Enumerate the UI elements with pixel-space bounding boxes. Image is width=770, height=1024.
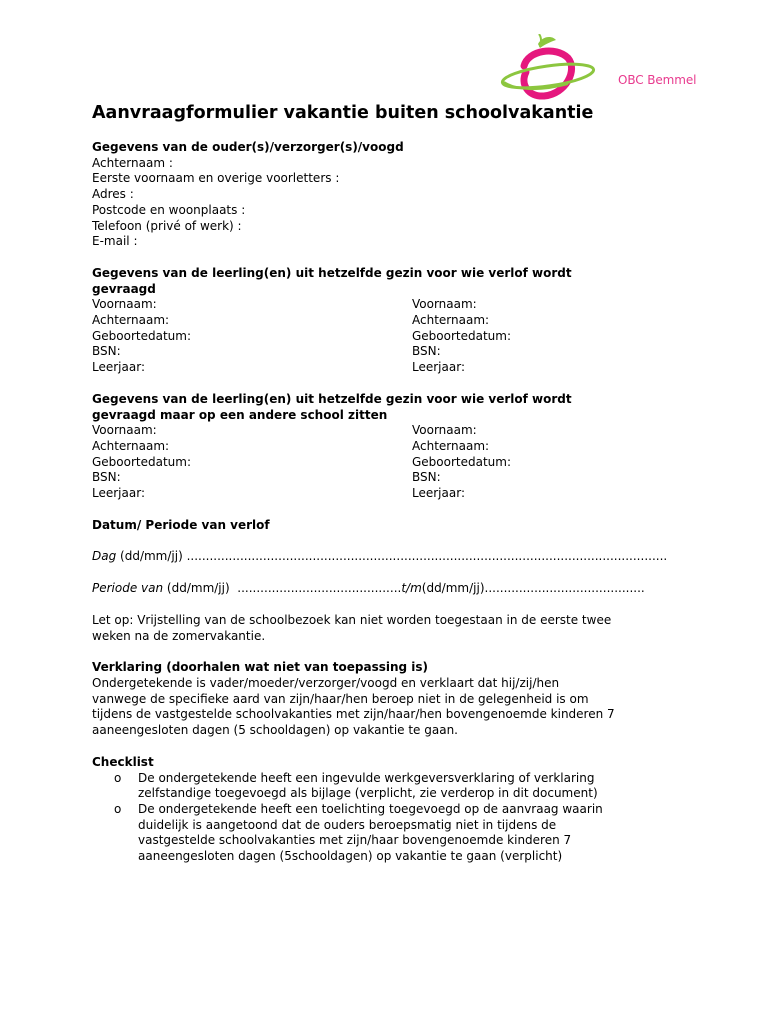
periode-end-fill-line[interactable]: .......................................... [484,581,645,596]
ouders-field-adres: Adres : [92,187,134,202]
checklist [92,771,672,865]
periode-section [92,518,672,597]
checklist-item [92,771,672,802]
leerling-left-voornaam: Voornaam: [92,297,157,312]
ouders-section [92,140,672,250]
andere-school-left-column [92,423,412,502]
andere-school-right-column [412,423,672,502]
periode-line [92,581,672,597]
letop-line1: Let op: Vrijstelling van de schoolbezoek kan niet worden toegestaan in de eerste twee [92,612,612,627]
checklist-item-line: duidelijk is aangetoond dat de ouders beroepsmatig niet in tijdens de [138,817,557,832]
leerling-right-geboortedatum: Geboortedatum: [412,328,512,343]
letop-line2: weken na de zomervakantie. [92,628,266,643]
leerling-right-achternaam: Achternaam: [412,313,490,328]
leerling-right-voornaam: Voornaam: [412,297,477,312]
tm-label: t/m [401,581,422,596]
verklaring-line3: tijdens de vastgestelde schoolvakanties met zijn/haar/hen bovengenoemde kinderen 7 [92,707,615,722]
page-title: Aanvraagformulier vakantie buiten schoolvakantie [92,103,594,123]
leerling-left-geboortedatum: Geboortedatum: [92,328,192,343]
andere-left-voornaam: Voornaam: [92,423,157,438]
periode-start-fill-line[interactable]: ........................................... [237,581,402,596]
ouders-field-telefoon: Telefoon (privé of werk) : [92,218,242,233]
ouders-heading: Gegevens van de ouder(s)/verzorger(s)/voogd [92,140,404,154]
andere-right-voornaam: Voornaam: [412,423,477,438]
verklaring-line2: vanwege de specifieke aard van zijn/haar/hen beroep niet in de gelegenheid is om [92,691,589,706]
leerling-left-column [92,297,412,376]
leerlingen-heading-line1: Gegevens van de leerling(en) uit hetzelfde gezin voor wie verlof wordt [92,265,572,280]
andere-school-heading-line1: Gegevens van de leerling(en) uit hetzelfde gezin voor wie verlof wordt [92,391,572,406]
leerling-right-leerjaar: Leerjaar: [412,360,465,375]
logo-text: OBC Bemmel [618,73,697,87]
checklist-item-line: aaneengesloten dagen (5schooldagen) op vakantie te gaan (verplicht) [138,849,563,864]
checklist-item-line: De ondergetekende heeft een ingevulde werkgeversverklaring of verklaring [138,770,595,785]
verklaring-section [92,660,672,739]
andere-school-heading-line2: gevraagd maar op een andere school zitten [92,407,388,422]
andere-left-geboortedatum: Geboortedatum: [92,454,192,469]
ouders-field-email: E-mail : [92,234,138,249]
leerling-left-leerjaar: Leerjaar: [92,360,145,375]
checklist-section [92,755,672,865]
verklaring-line4: aaneengesloten dagen (5 schooldagen) op vakantie te gaan. [92,723,458,738]
checklist-item-line: De ondergetekende heeft een toelichting toegevoegd op de aanvraag waarin [138,801,603,816]
periode-label: Periode van [92,581,164,596]
andere-right-geboortedatum: Geboortedatum: [412,454,512,469]
andere-left-achternaam: Achternaam: [92,438,170,453]
andere-right-achternaam: Achternaam: [412,438,490,453]
form-content [92,140,672,865]
ouders-field-postcode: Postcode en woonplaats : [92,202,246,217]
leerlingen-heading-line2: gevraagd [92,281,156,296]
andere-right-bsn: BSN: [412,470,441,485]
ouders-field-voornaam: Eerste voornaam en overige voorletters : [92,171,340,186]
dag-format: (dd/mm/jj) [116,549,187,564]
andere-school-section [92,392,672,502]
verklaring-line1: Ondergetekende is vader/moeder/verzorger/voogd en verklaart dat hij/zij/hen [92,675,560,690]
checklist-heading: Checklist [92,754,154,769]
dag-line [92,549,672,565]
andere-right-leerjaar: Leerjaar: [412,486,465,501]
andere-left-leerjaar: Leerjaar: [92,486,145,501]
dag-label: Dag [92,549,117,564]
ouders-field-achternaam: Achternaam : [92,155,173,170]
periode-heading: Datum/ Periode van verlof [92,517,270,532]
periode-format: (dd/mm/jj) [163,581,238,596]
andere-left-bsn: BSN: [92,470,121,485]
bullet-icon: o [114,770,122,785]
checklist-item-line: vastgestelde schoolvakanties met zijn/haar bovengenoemde kinderen 7 [138,833,572,848]
bullet-icon: o [114,801,122,816]
letop-section [92,613,672,644]
leerling-left-bsn: BSN: [92,344,121,359]
leerlingen-section [92,266,672,376]
leerling-left-achternaam: Achternaam: [92,313,170,328]
verklaring-heading: Verklaring (doorhalen wat niet van toepassing is) [92,660,429,675]
leerling-right-bsn: BSN: [412,344,441,359]
leerling-right-column [412,297,672,376]
dag-fill-line[interactable]: .............................................................................................................................. [186,549,668,564]
checklist-item-line: zelfstandige toegevoegd als bijlage (verplicht, zie verderop in dit document) [138,786,598,801]
tm-format: (dd/mm/jj) [421,581,485,596]
checklist-item [92,802,672,865]
